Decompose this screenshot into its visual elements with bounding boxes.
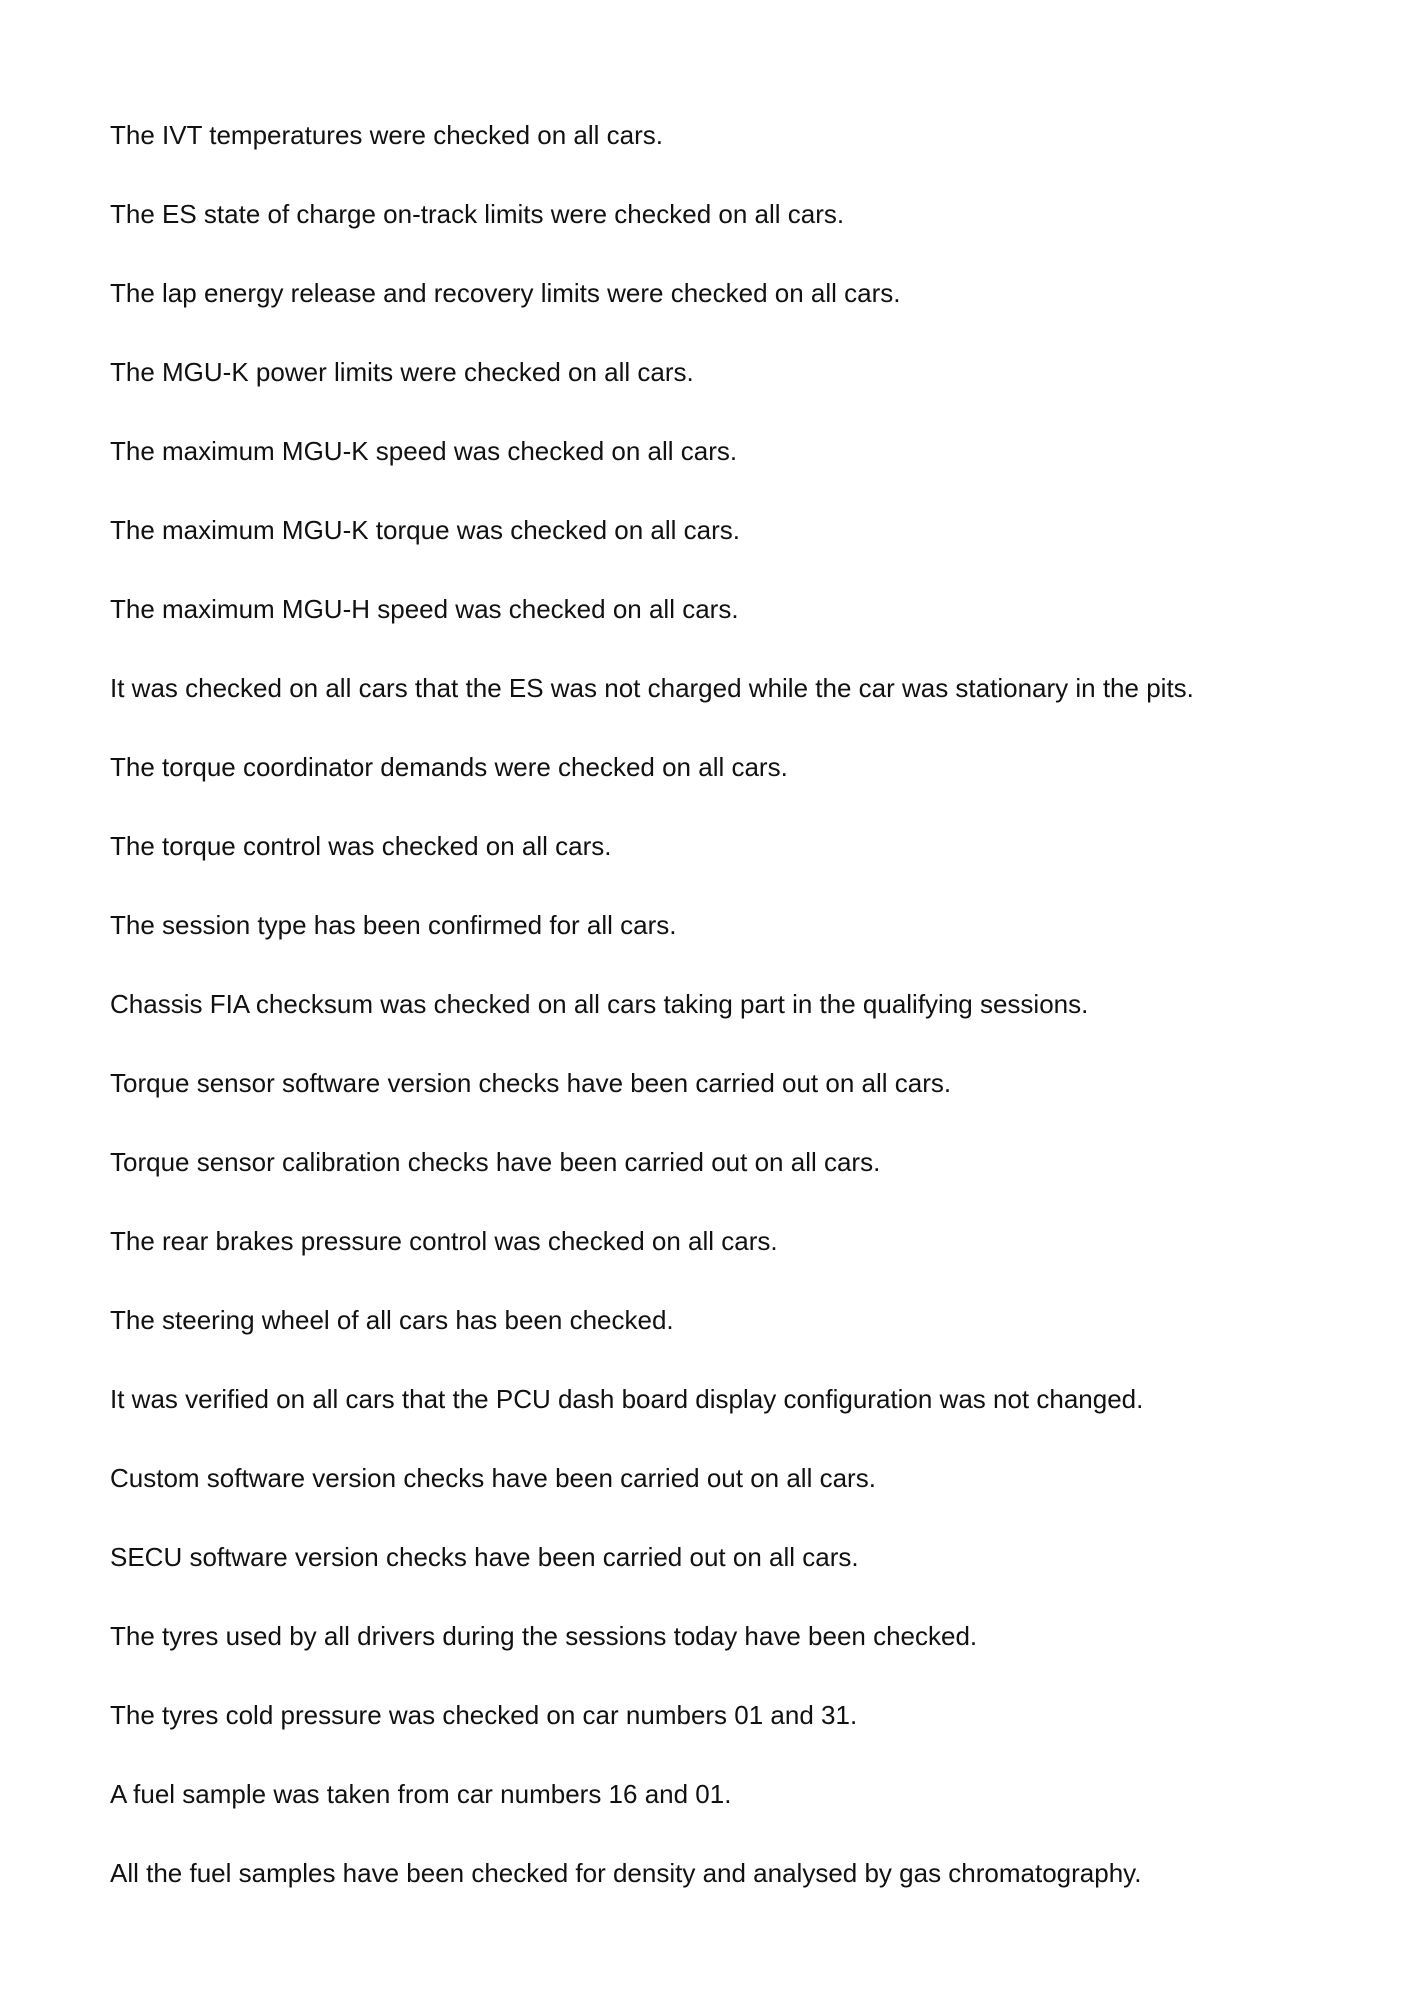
document-body xyxy=(110,112,1360,1929)
document-line: Chassis FIA checksum was checked on all cars taking part in the qualifying sessions. xyxy=(110,989,1089,1019)
document-line: The maximum MGU-H speed was checked on all cars. xyxy=(110,594,739,624)
document-line: The tyres used by all drivers during the sessions today have been checked. xyxy=(110,1621,978,1651)
document-line: The tyres cold pressure was checked on car numbers 01 and 31. xyxy=(110,1700,858,1730)
document-line: The lap energy release and recovery limits were checked on all cars. xyxy=(110,278,901,308)
document-line: The session type has been confirmed for all cars. xyxy=(110,910,677,940)
document-line: It was verified on all cars that the PCU dash board display configuration was not changed. xyxy=(110,1384,1144,1414)
document-line: All the fuel samples have been checked for density and analysed by gas chromatography. xyxy=(110,1858,1142,1888)
document-line: It was checked on all cars that the ES was not charged while the car was stationary in the pits. xyxy=(110,673,1194,703)
document-line: The ES state of charge on-track limits were checked on all cars. xyxy=(110,199,845,229)
document-line: Custom software version checks have been carried out on all cars. xyxy=(110,1463,876,1493)
document-line: The maximum MGU-K torque was checked on all cars. xyxy=(110,515,740,545)
document-line: The torque control was checked on all cars. xyxy=(110,831,612,861)
document-line: The IVT temperatures were checked on all cars. xyxy=(110,120,663,150)
document-line: Torque sensor software version checks have been carried out on all cars. xyxy=(110,1068,952,1098)
document-line: SECU software version checks have been carried out on all cars. xyxy=(110,1542,859,1572)
document-line: The rear brakes pressure control was checked on all cars. xyxy=(110,1226,778,1256)
document-line: The torque coordinator demands were checked on all cars. xyxy=(110,752,788,782)
document-line: A fuel sample was taken from car numbers 16 and 01. xyxy=(110,1779,732,1809)
document-line: The maximum MGU-K speed was checked on all cars. xyxy=(110,436,738,466)
document-line: The MGU-K power limits were checked on all cars. xyxy=(110,357,694,387)
document-line: Torque sensor calibration checks have been carried out on all cars. xyxy=(110,1147,881,1177)
document-line: The steering wheel of all cars has been checked. xyxy=(110,1305,674,1335)
